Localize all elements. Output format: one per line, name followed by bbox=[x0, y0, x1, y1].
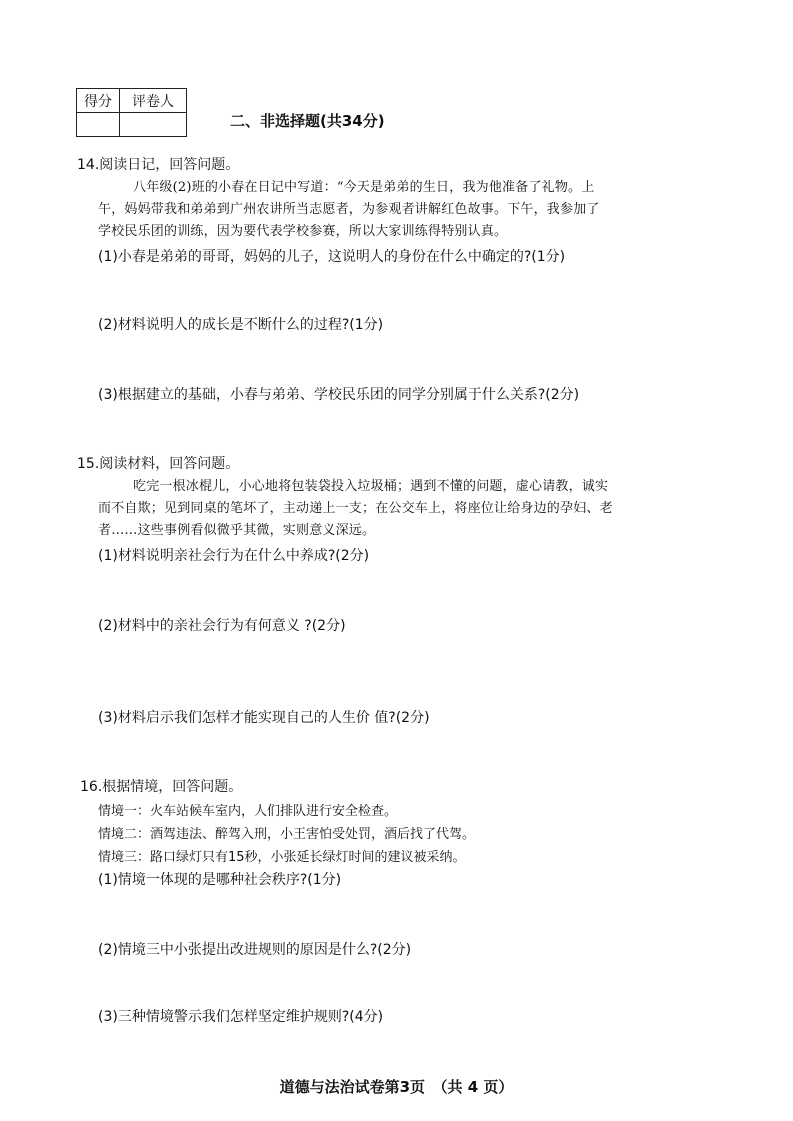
q14-sub3: (3)根据建立的基础，小春与弟弟、学校民乐团的同学分别属于什么关系?(2分) bbox=[98, 387, 580, 403]
q15-material-line1: 吃完一根冰棍儿，小心地将包装袋投入垃圾桶；遇到不懂的问题，虚心请教，诚实 bbox=[133, 479, 609, 494]
grader-label: 评卷人 bbox=[120, 89, 187, 113]
q14-material-line1: 八年级(2)班的小春在日记中写道：“今天是弟弟的生日，我为他准备了礼物。上 bbox=[133, 180, 595, 195]
q14-sub1: (1)小春是弟弟的哥哥，妈妈的儿子，这说明人的身份在什么中确定的?(1分) bbox=[98, 249, 566, 265]
score-table-blank-row bbox=[77, 113, 187, 137]
q16-title: 16.根据情境，回答问题。 bbox=[80, 779, 243, 795]
q15-material-line2: 而不自欺；见到同桌的笔坏了，主动递上一支；在公交车上，将座位让给身边的孕妇、老 bbox=[98, 501, 613, 516]
q15-sub1: (1)材料说明亲社会行为在什么中养成?(2分) bbox=[98, 548, 370, 564]
q14-material-line3: 学校民乐团的训练，因为要代表学校参赛，所以大家训练得特别认真。 bbox=[98, 224, 508, 239]
q16-sub2: (2)情境三中小张提出改进规则的原因是什么?(2分) bbox=[98, 942, 412, 958]
score-cell[interactable] bbox=[77, 113, 120, 137]
q14-sub2: (2)材料说明人的成长是不断什么的过程?(1分) bbox=[98, 317, 384, 333]
page-footer: 道德与法治试卷第3页 （共 4 页） bbox=[279, 1078, 514, 1096]
q16-scene1: 情境一：火车站候车室内，人们排队进行安全检查。 bbox=[98, 804, 398, 819]
section-title: 二、非选择题(共34分) bbox=[230, 112, 385, 130]
q14-material-line2: 午，妈妈带我和弟弟到广州农讲所当志愿者，为参观者讲解红色故事。下午，我参加了 bbox=[98, 202, 600, 217]
score-table-header-row bbox=[77, 89, 187, 113]
score-label: 得分 bbox=[77, 89, 120, 113]
score-table bbox=[76, 88, 187, 137]
q16-scene3: 情境三：路口绿灯只有15秒，小张延长绿灯时间的建议被采纳。 bbox=[98, 850, 466, 865]
q16-scene2: 情境二：酒驾违法、醉驾入刑，小王害怕受处罚，酒后找了代驾。 bbox=[98, 827, 476, 842]
q14-title: 14.阅读日记，回答问题。 bbox=[77, 157, 240, 173]
q15-sub3: (3)材料启示我们怎样才能实现自己的人生价 值?(2分) bbox=[98, 710, 430, 726]
q15-title: 15.阅读材料，回答问题。 bbox=[77, 456, 240, 472]
q15-sub2: (2)材料中的亲社会行为有何意义 ?(2分) bbox=[98, 618, 346, 634]
q16-sub1: (1)情境一体现的是哪种社会秩序?(1分) bbox=[98, 872, 342, 888]
grader-cell[interactable] bbox=[120, 113, 187, 137]
q16-sub3: (3)三种情境警示我们怎样坚定维护规则?(4分) bbox=[98, 1009, 384, 1025]
q15-material-line3: 者……这些事例看似微乎其微，实则意义深远。 bbox=[98, 523, 376, 538]
